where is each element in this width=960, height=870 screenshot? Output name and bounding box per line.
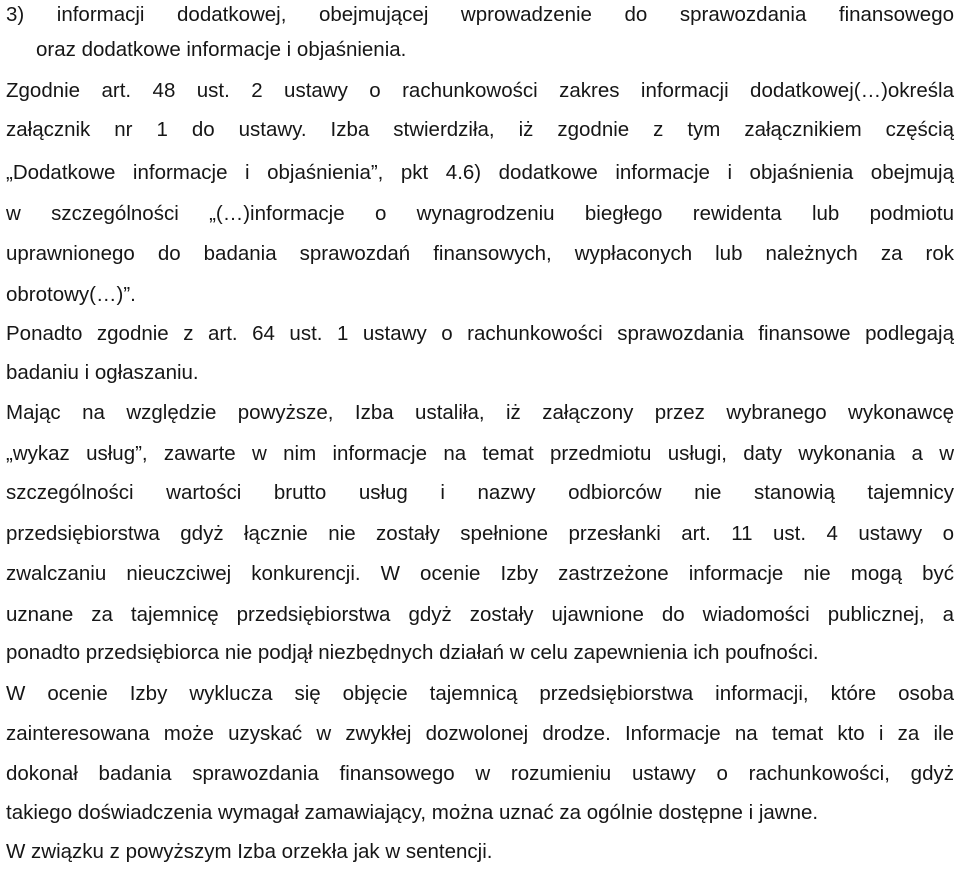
text-line: uznane za tajemnicę przedsiębiorstwa gdyż zostały ujawnione do wiadomości publicznej, a — [6, 603, 954, 626]
text-line: W ocenie Izby wyklucza się objęcie tajemnicą przedsiębiorstwa informacji, które osoba — [6, 682, 954, 705]
text-line: w szczególności „(…)informacje o wynagrodzeniu biegłego rewidenta lub podmiotu — [6, 202, 954, 225]
text-line: obrotowy(…)”. — [6, 283, 136, 306]
text-line: „Dodatkowe informacje i objaśnienia”, pkt 4.6) dodatkowe informacje i objaśnienia obejmują — [6, 161, 954, 184]
text-line: Ponadto zgodnie z art. 64 ust. 1 ustawy o rachunkowości sprawozdania finansowe podlegają — [6, 322, 954, 345]
text-line: zainteresowana może uzyskać w zwykłej dozwolonej drodze. Informacje na temat kto i za ile — [6, 722, 954, 745]
text-line: szczególności wartości brutto usług i nazwy odbiorców nie stanowią tajemnicy — [6, 481, 954, 504]
text-line: Mając na względzie powyższe, Izba ustaliła, iż załączony przez wybranego wykonawcę — [6, 401, 954, 424]
text-line: uprawnionego do badania sprawozdań finansowych, wypłaconych lub należnych za rok — [6, 242, 954, 265]
text-line: badaniu i ogłaszaniu. — [6, 361, 199, 384]
text-line: dokonał badania sprawozdania finansowego w rozumieniu ustawy o rachunkowości, gdyż — [6, 762, 954, 785]
text-line: „wykaz usług”, zawarte w nim informacje na temat przedmiotu usługi, daty wykonania a w — [6, 442, 954, 465]
text-line: załącznik nr 1 do ustawy. Izba stwierdziła, iż zgodnie z tym załącznikiem częścią — [6, 118, 954, 141]
document-page — [6, 0, 954, 863]
text-line: przedsiębiorstwa gdyż łącznie nie zostały spełnione przesłanki art. 11 ust. 4 ustawy o — [6, 522, 954, 545]
text-line: takiego doświadczenia wymagał zamawiający, można uznać za ogólnie dostępne i jawne. — [6, 801, 819, 824]
text-line: W związku z powyższym Izba orzekła jak w sentencji. — [6, 840, 493, 863]
text-line: oraz dodatkowe informacje i objaśnienia. — [36, 38, 407, 61]
text-line: zwalczaniu nieuczciwej konkurencji. W ocenie Izby zastrzeżone informacje nie mogą być — [6, 562, 954, 585]
text-line: 3) informacji dodatkowej, obejmującej wprowadzenie do sprawozdania finansowego — [6, 3, 954, 26]
text-line: Zgodnie art. 48 ust. 2 ustawy o rachunkowości zakres informacji dodatkowej(…)określa — [6, 79, 954, 102]
text-line: ponadto przedsiębiorca nie podjął niezbędnych działań w celu zapewnienia ich poufności. — [6, 641, 819, 664]
